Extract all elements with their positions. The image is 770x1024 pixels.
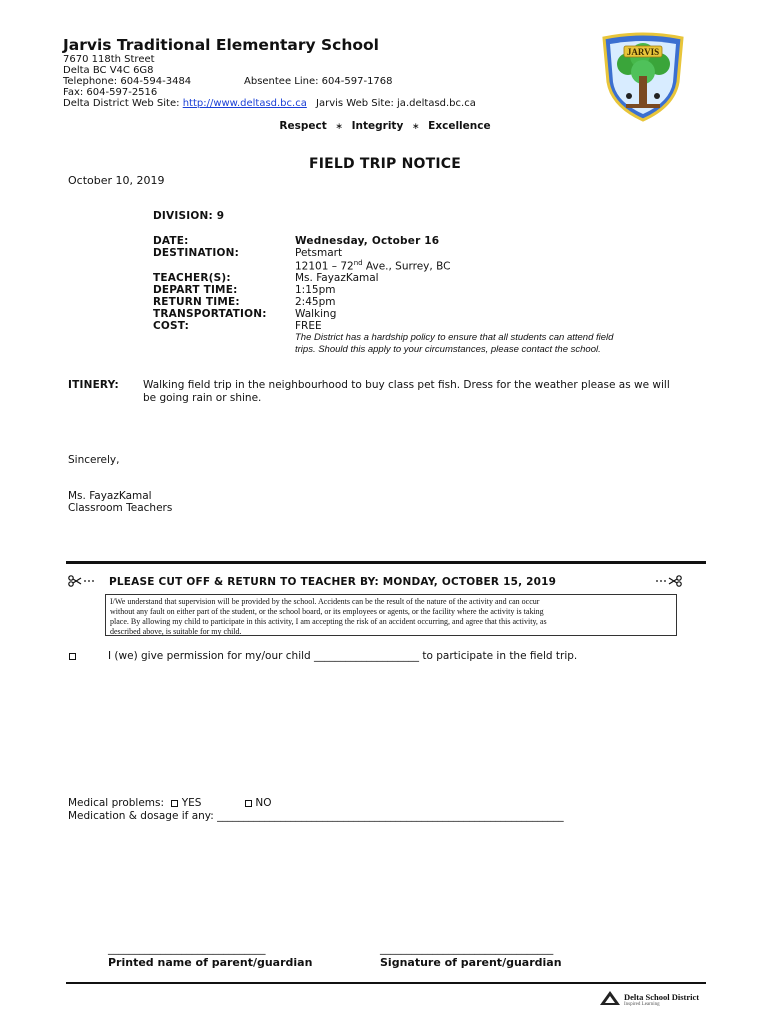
waiver-line4: described above, is suitable for my child.	[110, 627, 242, 636]
jarvis-crest-logo	[598, 32, 688, 124]
permission-checkbox[interactable]	[69, 653, 76, 660]
waiver-line1: I/We understand that supervision will be provided by the school. Accidents can be the result of the nature of the activity and can occur	[110, 597, 540, 606]
cost-label: COST:	[153, 320, 189, 332]
date-label: DATE:	[153, 235, 189, 247]
waiver-line3: place. By allowing my child to participate in this activity, I am accepting the risk of an accident occurring, and agree that this activity, as	[110, 617, 547, 626]
district-site-link[interactable]: http://www.deltasd.bc.ca	[182, 98, 307, 109]
permission-text: I (we) give permission for my/our child ____________________ to participate in the field trip.	[108, 650, 578, 662]
hardship-note-line2: trips. Should this apply to your circumstances, please contact the school.	[295, 344, 601, 355]
fax: Fax: 604-597-2516	[63, 87, 158, 98]
division: DIVISION: 9	[153, 210, 225, 222]
value-integrity: Integrity	[351, 120, 404, 132]
destination-address-start: 12101 – 72	[295, 260, 354, 273]
hardship-note-line1: The District has a hardship policy to ensure that all students can attend field	[295, 332, 614, 343]
medical-yes-checkbox[interactable]	[171, 800, 178, 807]
destination-address-ordinal: nd	[353, 259, 363, 267]
transport-value: Walking	[295, 308, 337, 320]
itinerary-label: ITINERY:	[68, 379, 119, 391]
web-sites	[63, 98, 476, 110]
medical-yes-label: YES	[181, 797, 202, 809]
footer-divider	[66, 982, 706, 984]
depart-value: 1:15pm	[295, 284, 336, 296]
destination-address-end: Ave., Surrey, BC	[362, 260, 451, 273]
crest-banner-text: JARVIS	[626, 47, 660, 57]
scissors-icon	[68, 575, 98, 587]
destination-address	[295, 259, 450, 273]
date-value: Wednesday, October 16	[295, 235, 440, 247]
closing-sincerely: Sincerely,	[68, 454, 120, 466]
medical-no-label: NO	[255, 797, 272, 809]
star-separator-icon: ∗	[411, 122, 420, 132]
teacher-value: Ms. FayazKamal	[295, 272, 379, 284]
waiver-box	[105, 594, 677, 636]
medical-label: Medical problems:	[68, 797, 165, 809]
address-street: 7670 118th Street	[63, 54, 155, 65]
value-respect: Respect	[279, 120, 327, 132]
school-name: Jarvis Traditional Elementary School	[63, 36, 379, 54]
cut-return-heading: PLEASE CUT OFF & RETURN TO TEACHER BY: MONDAY, OCTOBER 15, 2019	[109, 576, 557, 588]
closing-teacher-role: Classroom Teachers	[68, 502, 173, 514]
school-values	[0, 120, 770, 132]
star-separator-icon: ∗	[335, 122, 343, 132]
return-value: 2:45pm	[295, 296, 336, 308]
cost-value: FREE	[295, 320, 322, 332]
printed-name-label: Printed name of parent/guardian	[108, 956, 313, 969]
delta-district-logo-icon	[599, 990, 621, 1006]
district-tagline: Inspired Learning	[624, 1002, 660, 1007]
value-excellence: Excellence	[428, 120, 491, 132]
itinerary-line1: Walking field trip in the neighbourhood to buy class pet fish. Dress for the weather please as we will	[143, 379, 670, 391]
transport-label: TRANSPORTATION:	[153, 308, 267, 320]
medical-problems	[68, 797, 201, 810]
destination-label: DESTINATION:	[153, 247, 240, 259]
school-site: Jarvis Web Site: ja.deltasd.bc.ca	[316, 98, 476, 109]
depart-label: DEPART TIME:	[153, 284, 238, 296]
waiver-line2: without any fault on either part of the student, or the school board, or its employees or agents, or the facility where the activity is taking	[110, 607, 544, 616]
notice-title: FIELD TRIP NOTICE	[308, 156, 462, 172]
cut-divider	[66, 561, 706, 564]
notice-date: October 10, 2019	[68, 174, 165, 187]
signature-line[interactable]: _________________________________	[380, 943, 554, 955]
signature-label: Signature of parent/guardian	[380, 956, 562, 969]
teacher-label: TEACHER(S):	[153, 272, 231, 284]
district-name: Delta School District	[624, 992, 700, 1002]
medical-no-option	[245, 797, 271, 810]
medication-line: Medication & dosage if any: __________________________________________________________________	[68, 810, 564, 822]
district-site-label: Delta District Web Site:	[63, 98, 183, 109]
address-city: Delta BC V4C 6G8	[63, 65, 154, 76]
return-label: RETURN TIME:	[153, 296, 240, 308]
medical-no-checkbox[interactable]	[245, 800, 252, 807]
itinerary-line2: be going rain or shine.	[143, 392, 262, 404]
absentee-line: Absentee Line: 604-597-1768	[244, 76, 393, 87]
destination-name: Petsmart	[295, 247, 343, 259]
printed-name-line[interactable]: ______________________________	[108, 943, 266, 955]
closing-teacher-name: Ms. FayazKamal	[68, 490, 152, 502]
scissors-icon	[652, 575, 682, 587]
telephone: Telephone: 604-594-3484	[63, 76, 192, 87]
